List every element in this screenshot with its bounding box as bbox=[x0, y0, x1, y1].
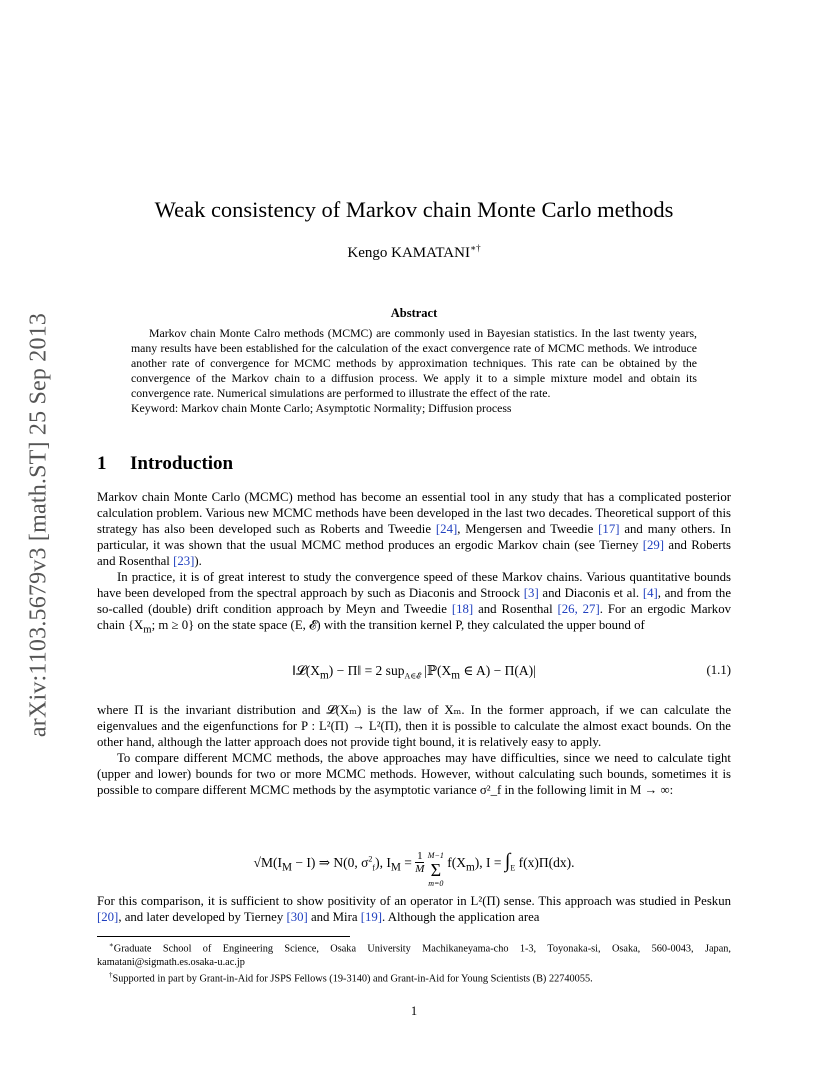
abstract-heading: Abstract bbox=[390, 306, 438, 320]
section-number: 1 bbox=[97, 453, 107, 474]
paragraph-1: Markov chain Monte Carlo (MCMC) method has become an essential tool in any study that has a complicated posterior calculation problem. Various new MCMC methods have been developed in the last two decades. Theoretical support of this strategy has also been developed such as Roberts and Tweedie [24], Mengersen and Tweedie [17] and many others. In particular, it was shown that the usual MCMC method produces an ergodic Markov chain (see Tierney [29] and Roberts and Rosenthal [23]). bbox=[97, 490, 731, 568]
paragraph-3: where Π is the invariant distribution and 𝓛(Xₘ) is the law of Xₘ. In the former approach, if we can calculate the eigenvalues and the eigenfunctions for P : L²(Π) → L²(Π), then it is possible to calculate the almost exact bounds. On the other hand, although the latter approach does not provide tight bound, it is relatively easy to apply. bbox=[97, 703, 731, 749]
intro-paragraphs-1-2 bbox=[97, 489, 731, 639]
equation-number: (1.1) bbox=[706, 663, 731, 677]
citation-link[interactable]: [4] bbox=[642, 586, 658, 600]
paragraph-5: For this comparison, it is sufficient to show positivity of an operator in L²(Π) sense. This approach was studied in Peskun [20], and later developed by Tierney [30] and Mira [19]. Although the application area bbox=[97, 894, 731, 924]
footnote-2: †Supported in part by Grant-in-Aid for JSPS Fellows (19-3140) and Grant-in-Aid for Young Scientists (B) 22740055. bbox=[109, 970, 593, 985]
paragraph-2: In practice, it is of great interest to study the convergence speed of these Markov chains. Various quantitative bounds have been developed from the spectral approach by such as Diaconis and Stroock [3] and Diaconis et al. [4], and from the so-called (double) drift condition approach by Meyn and Tweedie [18] and Rosenthal [26, 27]. For an ergodic Markov chain {$X_m$; m ≥ 0} on the state space (E, 𝓔) with the transition kernel P, they calculated the upper bound of bbox=[97, 570, 731, 636]
intro-paragraph-5 bbox=[97, 893, 731, 925]
footnote-1: ∗Graduate School of Engineering Science, Osaka University Machikaneyama-cho 1-3, Toyonaka-si, Osaka, 560-0043, Japan, kamatani@sigmath.es.osaka-u.ac.jp bbox=[97, 941, 731, 968]
abstract-text: Markov chain Monte Calro methods (MCMC) are commonly used in Bayesian statistics. In the last twenty years, many results have been established for the calculation of the exact convergence rate of MCMC methods. We introduce another rate of convergence for MCMC methods by approximation techniques. This rate can be obtained by the convergence of the Markov chain to a diffusion process. We apply it to a simple mixture model and obtain its convergence rate. Numerical simulations are performed to illustrate the effect of the rate. bbox=[131, 326, 697, 400]
section-heading bbox=[97, 453, 233, 475]
keywords: Keyword: Markov chain Monte Carlo; Asymptotic Normality; Diffusion process bbox=[131, 400, 512, 415]
equation-1-1: $‖𝓛(X_m)$ − Π‖ = 2 sup$_{A\in 𝓔}$ $|ℙ(X_m$ ∈ A) − Π(A)| (1.1) bbox=[292, 663, 731, 682]
author-marks: ∗† bbox=[469, 243, 481, 253]
arxiv-identifier: arXiv:1103.5679v3 [math.ST] 25 Sep 2013 bbox=[25, 312, 52, 738]
citation-link[interactable]: [20] bbox=[97, 910, 119, 924]
citation-link[interactable]: [30] bbox=[286, 910, 308, 924]
citation-link[interactable]: [26, 27] bbox=[557, 602, 600, 616]
abstract-block bbox=[131, 326, 697, 415]
page-number: 1 bbox=[410, 1004, 418, 1018]
citation-link[interactable]: [19] bbox=[360, 910, 383, 924]
citation-link[interactable]: [17] bbox=[598, 522, 620, 536]
author-line bbox=[0, 243, 828, 262]
citation-link[interactable]: [23] bbox=[173, 554, 195, 568]
footnotes bbox=[97, 939, 731, 985]
citation-link[interactable]: [18] bbox=[451, 602, 474, 616]
citation-link[interactable]: [3] bbox=[523, 586, 539, 600]
citation-link[interactable]: [24] bbox=[435, 522, 458, 536]
author-name: Kengo KAMATANI bbox=[347, 245, 470, 261]
footnote-divider bbox=[97, 936, 350, 937]
paragraph-4: To compare different MCMC methods, the above approaches may have difficulties, since we need to calculate tight (upper and lower) bounds for two or more MCMC methods. However, without calculating such bounds, sometimes it is possible to compare different MCMC methods by the asymptotic variance σ²_f in the following limit in M → ∞: bbox=[97, 751, 731, 797]
intro-paragraphs-3-4 bbox=[97, 702, 731, 798]
paper-title: Weak consistency of Markov chain Monte Carlo methods bbox=[154, 197, 674, 222]
equation-2: $√M(I_M - I)$ ⇒ N(0, $\sigma^2_f$), $I_M$ = $\frac{1}{M}$ M−1 Σ m=0 $f(X_m)$, $I = \int_E$ f(x)Π(dx). bbox=[253, 850, 575, 888]
citation-link[interactable]: [29] bbox=[642, 538, 665, 552]
section-title: Introduction bbox=[130, 453, 234, 474]
